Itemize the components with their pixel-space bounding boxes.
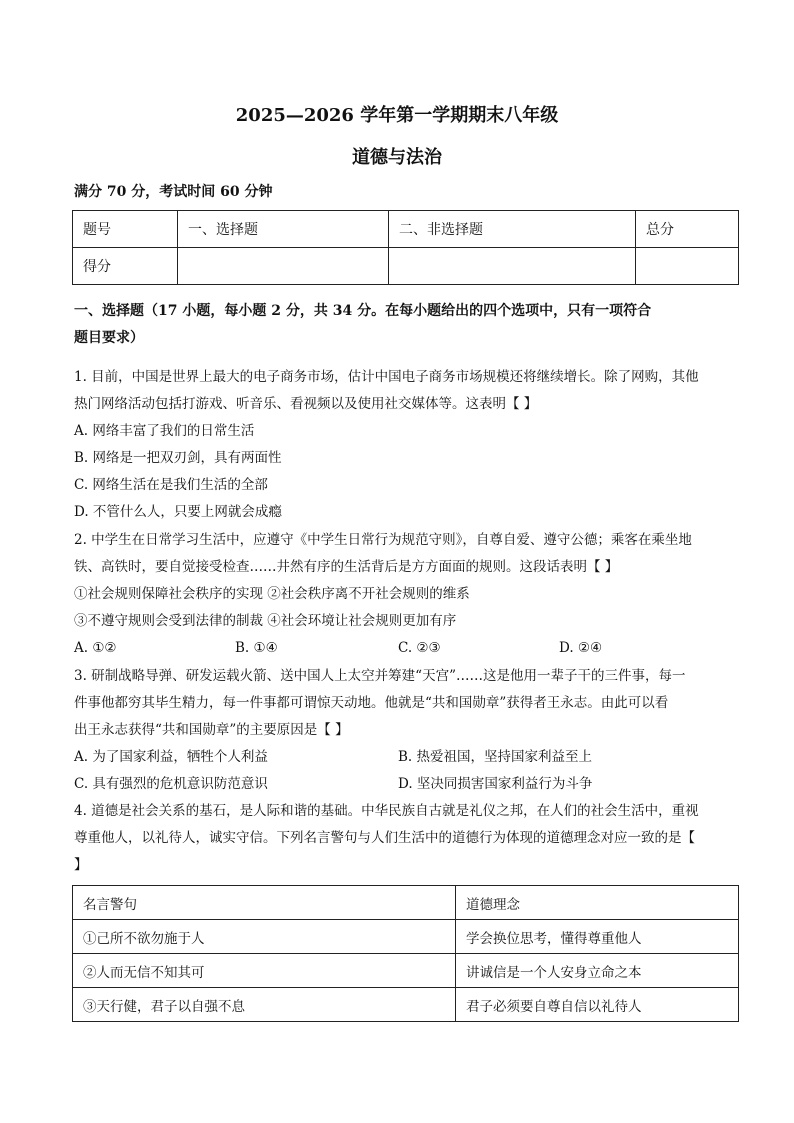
q4-stem: 4. 道德是社会关系的基石，是人际和谐的基础。中华民族自古就是礼仪之邦，在人们的社会生活中，重视 [74, 803, 699, 819]
q4-table-cell: ③天行健，君子以自强不息 [73, 988, 456, 1022]
q3-option-a: A. 为了国家利益，牺牲个人利益 [74, 749, 268, 765]
exam-title: 2025—2026 学年第一学期期末八年级 [235, 105, 559, 126]
score-table [72, 210, 739, 285]
section-heading-line: 一、选择题（17 小题，每小题 2 分，共 34 分。在每小题给出的四个选项中，只有一项符合 [74, 303, 652, 319]
q2-statement: ③不遵守规则会受到法律的制裁 ④社会环境让社会规则更加有序 [74, 613, 457, 629]
q3-option-c: C. 具有强烈的危机意识防范意识 [74, 776, 268, 792]
q3-stem: 件事他都穷其毕生精力，每一件事都可谓惊天动地。他就是“共和国勋章”获得者王永志。由此可以看 [74, 695, 669, 711]
q4-table-cell: ①己所不欲勿施于人 [73, 920, 456, 954]
q1-option-c: C. 网络生活在是我们生活的全部 [74, 477, 268, 493]
q2-statement: ①社会规则保障社会秩序的实现 ②社会秩序离不开社会规则的维系 [74, 586, 470, 602]
q4-table-cell: 学会换位思考，懂得尊重他人 [456, 920, 739, 954]
q2-option-d: D. ②④ [559, 640, 603, 656]
section-heading-line: 题目要求） [74, 330, 144, 346]
score-cell: 题号 [73, 211, 178, 248]
q4-stem: 尊重他人，以礼待人，诚实守信。下列名言警句与人们生活中的道德行为体现的道德理念对应一致的是【 [74, 830, 695, 846]
q1-stem: 热门网络活动包括打游戏、听音乐、看视频以及使用社交媒体等。这表明【 】 [74, 396, 538, 412]
q2-stem: 2. 中学生在日常学习生活中，应遵守《中学生日常行为规范守则》，自尊自爱、遵守公德；乘客在乘坐地 [74, 532, 692, 548]
q4-stem: 】 [74, 857, 88, 873]
q2-option-c: C. ②③ [398, 640, 441, 656]
score-table-header-row [73, 211, 739, 248]
q3-option-d: D. 坚决同损害国家利益行为斗争 [398, 776, 593, 792]
q3-stem: 3. 研制战略导弹、研发运载火箭、送中国人上太空并筹建“天宫”……这是他用一辈子干的三件事，每一 [74, 668, 686, 684]
subject-title: 道德与法治 [352, 147, 442, 168]
score-cell: 总分 [636, 211, 739, 248]
q4-table-cell: 名言警句 [73, 886, 456, 920]
q4-table-row [73, 954, 739, 988]
score-cell [636, 248, 739, 285]
q2-stem: 铁、高铁时，要自觉接受检查……井然有序的生活背后是方方面面的规则。这段话表明【 】 [74, 559, 619, 575]
q3-option-b: B. 热爱祖国，坚持国家利益至上 [398, 749, 593, 765]
score-cell [389, 248, 636, 285]
q2-option-b: B. ①④ [235, 640, 278, 656]
q4-table-cell: 讲诚信是一个人安身立命之本 [456, 954, 739, 988]
section-heading [74, 298, 734, 352]
exam-meta: 满分 70 分，考试时间 60 分钟 [74, 184, 273, 200]
score-cell: 一、选择题 [178, 211, 389, 248]
q3-stem: 出王永志获得“共和国勋章”的主要原因是【 】 [74, 722, 349, 738]
score-cell: 二、非选择题 [389, 211, 636, 248]
q1-option-d: D. 不管什么人，只要上网就会成瘾 [74, 504, 282, 520]
score-cell [178, 248, 389, 285]
q4-table-row [73, 988, 739, 1022]
q2-option-a: A. ①② [74, 640, 117, 656]
q4-table-cell: ②人而无信不知其可 [73, 954, 456, 988]
q4-table-row [73, 920, 739, 954]
q1-option-b: B. 网络是一把双刃剑，具有两面性 [74, 450, 282, 466]
q4-table-cell: 道德理念 [456, 886, 739, 920]
q4-table-header-row [73, 886, 739, 920]
q1-option-a: A. 网络丰富了我们的日常生活 [74, 423, 255, 439]
q1-stem: 1. 目前，中国是世界上最大的电子商务市场，估计中国电子商务市场规模还将继续增长。除了网购，其他 [74, 369, 699, 385]
score-cell: 得分 [73, 248, 178, 285]
q4-table [72, 885, 739, 1022]
score-table-row [73, 248, 739, 285]
q4-table-cell: 君子必须要自尊自信以礼待人 [456, 988, 739, 1022]
